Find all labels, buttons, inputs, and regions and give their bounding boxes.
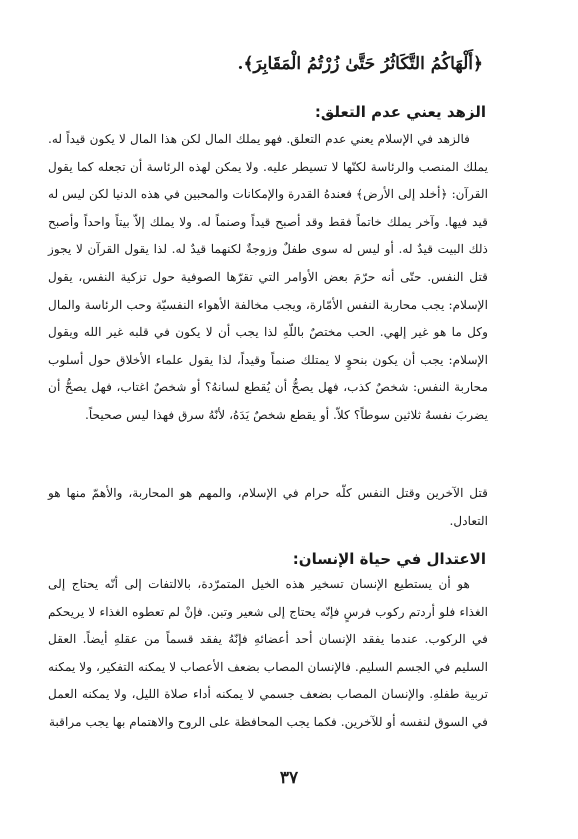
section-heading-moderation: الاعتدال في حياة الإنسان: — [292, 550, 486, 568]
paragraph-asceticism-text: فالزهد في الإسلام يعني عدم التعلق. فهو يملك المال لكن هذا المال لا يكون قيداً له. يملك المنصب والرئاسة لكنّها لا تسيطر عليه. ولا يمكن لهذه الرئاسة أن تجعله كما يقول القرآن: ﴿أخلد إلى الأرض﴾ فعندهُ القدرة والإمكانات والمحبين في هذه الدنيا لكن ليس له قيد فيها. وآخر يملك خاتماً فقط وقد أصبح قيداً وصنماً له. ولا يملك إلاّ بيتاً واحداً وأصبح ذلك البيت قيدٌ له. أو ليس له سوى طفلٌ وزوجةٌ لكنهما قيدٌ له. لذا يقول القرآن لا يجوز قتل النفس. حتّى أنه حرّمَ بعض الأوامر التي تقرّها الصوفية حول تزكية النفس، يقول الإسلام: يجب محاربة النفس الأمّارة، ويجب مخالفة الأهواء النفسيّة وحب الرئاسة والمال وكل ما هو غير إلهي. الحب مختصٌ باللّهِ لذا يجب أن لا يكون في قلبه غير الله ويقول الإسلام: يجب أن يكون بنحوٍ لا يمتلك صنماً وقيداً، لذا يقول علماء الأخلاق حول أسلوب محاربة النفس: شخصٌ كذب، فهل يصحُّ أن يُقطع لسانهُ؟ أو شخصٌ اغتاب، فهل يصحُّ أن يضربَ نفسهُ ثلاثين سوطاً؟ كلاّ. أو يقطع شخصٌ يَدَهُ، لأنّهُ سرق فهذا ليس صحيحاً. — [48, 132, 488, 422]
paragraph-asceticism — [48, 126, 488, 430]
quran-verse: ﴿أَلْهَاكُمُ التَّكَاثُرُ حَتَّىٰ زُرْتُمُ الْمَقَابِرَ﴾. — [237, 54, 483, 74]
paragraph-balance-summary-text: قتل الآخرين وقتل النفس كلّه حرام في الإسلام، والمهم هو المحاربة، والأهمّ منها هو التعادل. — [48, 486, 488, 528]
paragraph-balance-summary — [48, 480, 488, 535]
paragraph-moderation — [48, 571, 488, 737]
section-heading-asceticism: الزهد يعني عدم التعلق: — [314, 103, 486, 121]
paragraph-moderation-text: هو أن يستطيع الإنسان تسخير هذه الخيل المتمرّدة، بالالتفات إلى أنّه يحتاج إلى الغذاء فلو أردتم ركوب فرسٍ فإنّه يحتاج إلى شعير وتبن. فإنْ لم تعطوه الغذاء لا يريحكم في الركوب. عندما يفقد الإنسان أحد أعضائهِ فإنّهُ يفقد قسماً من عقلهِ أيضاً. العقل السليم في الجسم السليم. فالإنسان المصاب بضعف الأعصاب لا يمكنه التفكير، ولا يمكنه تربية طفلهِ. والإنسان المصاب بضعف جسمي لا يمكنه أداء صلاة الليل، ولا يمكنه العمل في السوق لنفسه أو للآخرين. فكما يجب المحافظة على الروح والاهتمام بها يجب مراقبة — [48, 577, 488, 729]
page-number: ٣٧ — [279, 768, 299, 788]
